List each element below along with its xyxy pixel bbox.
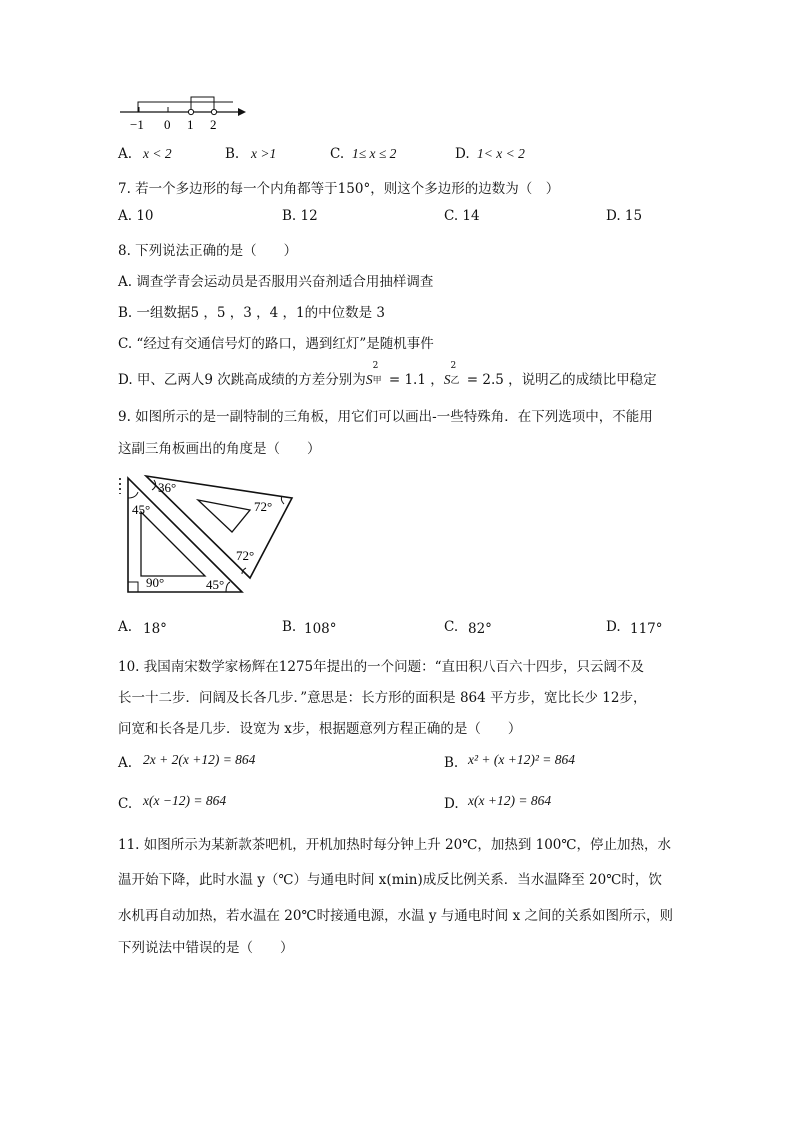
q9-option-c-text: 82° (468, 621, 492, 637)
q7-option-b[interactable]: B. 12 (282, 208, 318, 224)
variance-value: = 2.5 ，说明乙的成绩比甲稳定 (462, 372, 657, 388)
angle-label-72-top: 72° (254, 499, 273, 514)
q9-option-d-letter[interactable]: D. (606, 619, 621, 635)
q10-option-b-text: x² + (x +12)² = 864 (468, 752, 576, 767)
angle-arc (226, 582, 230, 592)
q8-option-d[interactable] (118, 361, 657, 388)
q9-option-b-letter[interactable]: B. (282, 619, 297, 635)
range-bracket-right (191, 97, 214, 112)
q11-stem-line1: 11. 如图所示为某新款茶吧机，开机加热时每分钟上升 20℃，加热到 100℃，停止加热，水 (118, 837, 671, 853)
q8-option-c[interactable]: C. “经过有交通信号灯的路口，遇到红灯”是随机事件 (118, 336, 434, 352)
q6-option-a-text: x < 2 (143, 146, 172, 161)
angle-arc (128, 492, 138, 498)
q10-stem-line3: 问宽和长各是几步．设宽为 x步，根据题意列方程正确的是（ ） (118, 721, 522, 737)
q6-option-b-text: x >1 (251, 146, 277, 161)
variance-symbol: S (365, 372, 373, 387)
variance-sub: 乙 (450, 376, 460, 386)
variance-sup: 2 (372, 361, 379, 371)
q9-option-b-text: 108° (304, 621, 337, 637)
variance-value: = 1.1 ， (384, 372, 444, 388)
q8-d-prefix: D. 甲、乙两人9 次跳高成绩的方差分别为 (118, 372, 366, 388)
open-point-1 (188, 109, 193, 114)
variance-sup: 2 (450, 361, 457, 371)
q9-option-a-text: 18° (143, 621, 167, 637)
axis-arrow (238, 108, 246, 116)
q11-stem-line2: 温开始下降，此时水温 y（℃）与通电时间 x(min)成反比例关系．当水温降至 20℃时，饮 (118, 872, 662, 888)
q7-option-d[interactable]: D. 15 (606, 208, 643, 224)
q10-option-a-letter[interactable]: A. (118, 755, 133, 771)
q6-option-d-letter[interactable]: D. (455, 146, 470, 162)
q10-option-d-letter[interactable]: D. (444, 796, 459, 812)
variance-sub: 甲 (372, 376, 382, 386)
q10-option-c-text: x(x −12) = 864 (143, 793, 227, 808)
q10-option-c-letter[interactable]: C. (118, 796, 133, 812)
q11-stem-line4: 下列说法中错误的是（ ） (118, 940, 294, 956)
q8-option-b[interactable]: B. 一组数据5 ，5 ，3 ，4 ，1的中位数是 3 (118, 305, 385, 321)
q6-option-b-letter[interactable]: B. (225, 146, 240, 162)
tick-label: 1 (187, 117, 194, 132)
q11-stem-line3: 水机再自动加热，若水温在 20℃时接通电源，水温 y 与通电时间 x 之间的关系如图所示，则 (118, 908, 673, 924)
q10-stem-line1: 10. 我国南宋数学家杨辉在1275年提出的一个问题：“直田积八百六十四步，只云阔不及 (118, 659, 645, 675)
q9-option-a-letter[interactable]: A. (118, 619, 133, 635)
angle-label-90: 90° (146, 575, 165, 590)
q7-stem: 7. 若一个多边形的每一个内角都等于150°，则这个多边形的边数为（ ） (118, 181, 560, 197)
tick-label: −1 (130, 117, 144, 132)
q7-option-a[interactable]: A. 10 (118, 208, 154, 224)
q9-option-d-text: 117° (630, 621, 663, 637)
q10-option-b-letter[interactable]: B. (444, 755, 459, 771)
angle-label-45-bottom: 45° (206, 577, 225, 592)
angle-label-36: 36° (158, 480, 177, 495)
q6-option-c-text: 1≤ x ≤ 2 (352, 146, 397, 161)
q10-option-a-text: 2x + 2(x +12) = 864 (143, 752, 256, 767)
q10-option-d-text: x(x +12) = 864 (468, 793, 552, 808)
q10-stem-line2: 长一十二步．问阔及长各几步．”意思是：长方形的面积是 864 平方步，宽比长少 12步， (118, 690, 647, 706)
tick-label: 2 (210, 117, 217, 132)
variance-symbol: S (443, 372, 451, 387)
q6-option-a-letter[interactable]: A. (118, 146, 133, 162)
range-bracket-left (138, 102, 233, 112)
triangle-set-figure (114, 470, 299, 598)
angle-label-45-left: 45° (132, 502, 151, 517)
isosceles-triangle-inner (198, 500, 250, 532)
tick-label: 0 (164, 117, 171, 132)
open-point-2 (211, 109, 216, 114)
q8-option-a[interactable]: A. 调查学青会运动员是否服用兴奋剂适合用抽样调查 (118, 274, 434, 290)
q7-option-c[interactable]: C. 14 (444, 208, 480, 224)
number-line-figure (118, 92, 253, 134)
right-angle-mark (128, 582, 138, 592)
q6-option-d-text: 1< x < 2 (477, 146, 525, 161)
q9-option-c-letter[interactable]: C. (444, 619, 459, 635)
q8-stem: 8. 下列说法正确的是（ ） (118, 243, 298, 259)
q9-stem-line2: 这副三角板画出的角度是（ ） (118, 441, 321, 457)
q9-stem-line1: 9. 如图所示的是一副特制的三角板，用它们可以画出-一些特殊角．在下列选项中，不能用 (118, 409, 653, 425)
right-triangle-inner (141, 512, 205, 576)
angle-label-72-bottom: 72° (236, 548, 255, 563)
q6-option-c-letter[interactable]: C. (330, 146, 345, 162)
